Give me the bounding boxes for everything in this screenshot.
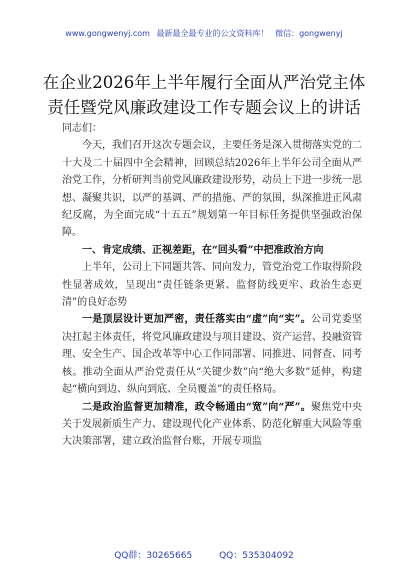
title-line-2: 责任暨党风廉政建设工作专题会议上的讲话 [47,98,361,117]
point-1-text: 公司党委坚决扛起主体责任，将党风廉政建设与项目建设、资产运营、投融资管理、安全生产、国企改革等中心工作同部署、同推进、同督查、同考核。推动全面从严治党责任从“关键少数”向“绝大多数”延伸，构建起“横向到边、纵向到底、全员覆盖”的责任格局。 [62,314,362,396]
footer-qq: QQ：535304092 [219,551,294,561]
title-line-1: 在企业2026年上半年履行全面从严治党主体 [42,73,366,92]
footer-qq-group: QQ群：30265665 [114,551,193,561]
page-header [0,28,408,39]
header-site-link[interactable]: www.gongwenyj.com [65,29,150,38]
point-2-text: 聚焦党中央关于发展新质生产力、建设现代化产业体系、防范化解重大风险等重大决策部署，建立政治监督台账，开展专项监 [62,401,362,448]
section-heading-1: 一、肯定成绩、正视差距，在“回头看”中把准政治方向 [82,244,324,256]
paragraph-point-2 [62,399,362,451]
salutation: 同志们： [62,123,102,134]
document-body [62,120,362,451]
document-title [0,70,408,120]
paragraph-intro: 今天，我们召开这次专题会议，主要任务是深入贯彻落实党的二十大及二十届四中全会精神，回顾总结2026年上半年公司全面从严治党工作，分析研判当前党风廉政建设形势，动员上下进一步统一思想、凝聚共识，以严的基调、严的措施、严的氛围，纵深推进正风肃纪反腐，为全面完成“十五五”规划第一年目标任务提供坚强政治保障。 [62,140,362,239]
paragraph-achievements: 上半年，公司上下同题共答、同向发力，管党治党工作取得阶段性显著成效，呈现出“责任链条更紧、监督防线更牢、政治生态更清”的良好态势 [62,262,362,309]
page-footer [0,548,408,561]
paragraph-point-1 [62,311,362,398]
point-2-title: 二是政治监督更加精准，政令畅通由“宽”向“严”。 [82,401,311,413]
header-wechat: 微信：gongwenyj [275,29,343,38]
point-1-title: 一是顶层设计更加严密，责任落实由“虚”向“实”。 [82,314,311,326]
header-slogan: 最新最全最专业的公文资料库！ [156,29,269,38]
